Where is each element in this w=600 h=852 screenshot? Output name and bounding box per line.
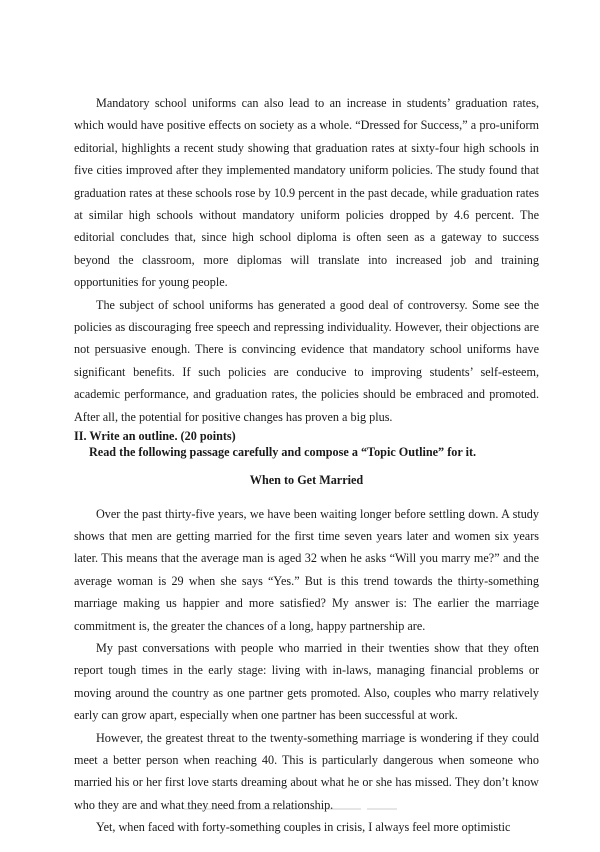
document-body (74, 92, 539, 839)
section-heading: II. Write an outline. (20 points) (74, 429, 236, 444)
paragraph-uniforms-conclusion: The subject of school uniforms has generated a good deal of controversy. Some see the policies as discouraging free speech and repressing individuality. However, their objections are not persuasive enough. There is convincing evidence that mandatory school uniforms have significant benefits. If such policies are conducive to improving students’ self-esteem, academic performance, and graduation rates, the policies should be embraced and promoted. After all, the potential for positive changes has proven a big plus. (74, 297, 539, 424)
paragraph-passage-1: Over the past thirty-five years, we have been waiting longer before settling down. A study shows that men are getting married for the first time seven years later and women six years later. This means that the average man is aged 32 when he asks “Will you marry me?” and the average woman is 29 when she says “Yes.” But is this trend towards the thirty-something marriage making us happier and more satisfied? My answer is: The earlier the marriage commitment is, the greater the chances of a long, happy partnership are. (74, 506, 539, 633)
passage-title: When to Get Married (249, 473, 364, 488)
paragraph-uniforms-graduation: Mandatory school uniforms can also lead to an increase in students’ graduation rates, which would have positive effects on society as a whole. “Dressed for Success,” a pro-uniform editorial, highlights a recent study showing that graduation rates at sixty-four high schools in five cities improved after they implemented mandatory uniform policies. The study found that graduation rates at these schools rose by 10.9 percent in the past decade, while graduation rates at similar high schools without mandatory uniform policies dropped by 4.6 percent. The editorial concludes that, since high school diploma is often seen as a gateway to success beyond the classroom, more diplomas will translate into increased job and training opportunities for young people. (74, 96, 539, 290)
paragraph-passage-3: However, the greatest threat to the twenty-something marriage is wondering if they could meet a better person when reaching 40. This is particularly dangerous when someone who married his or her first love starts dreaming about what he or she has missed. They don’t know who they are and what they need from a relationship. (74, 730, 539, 812)
bleed-through-marks (74, 800, 539, 810)
paragraph-passage-4: Yet, when faced with forty-something couples in crisis, I always feel more optimistic (96, 820, 511, 835)
section-instruction: Read the following passage carefully and compose a “Topic Outline” for it. (89, 445, 477, 460)
paragraph-passage-2: My past conversations with people who married in their twenties show that they often report tough times in the early stage: living with in-laws, managing financial problems or moving around the country as one partner gets promoted. Also, couples who marry relatively early can grow apart, especially when one partner has been successful at work. (74, 640, 539, 723)
